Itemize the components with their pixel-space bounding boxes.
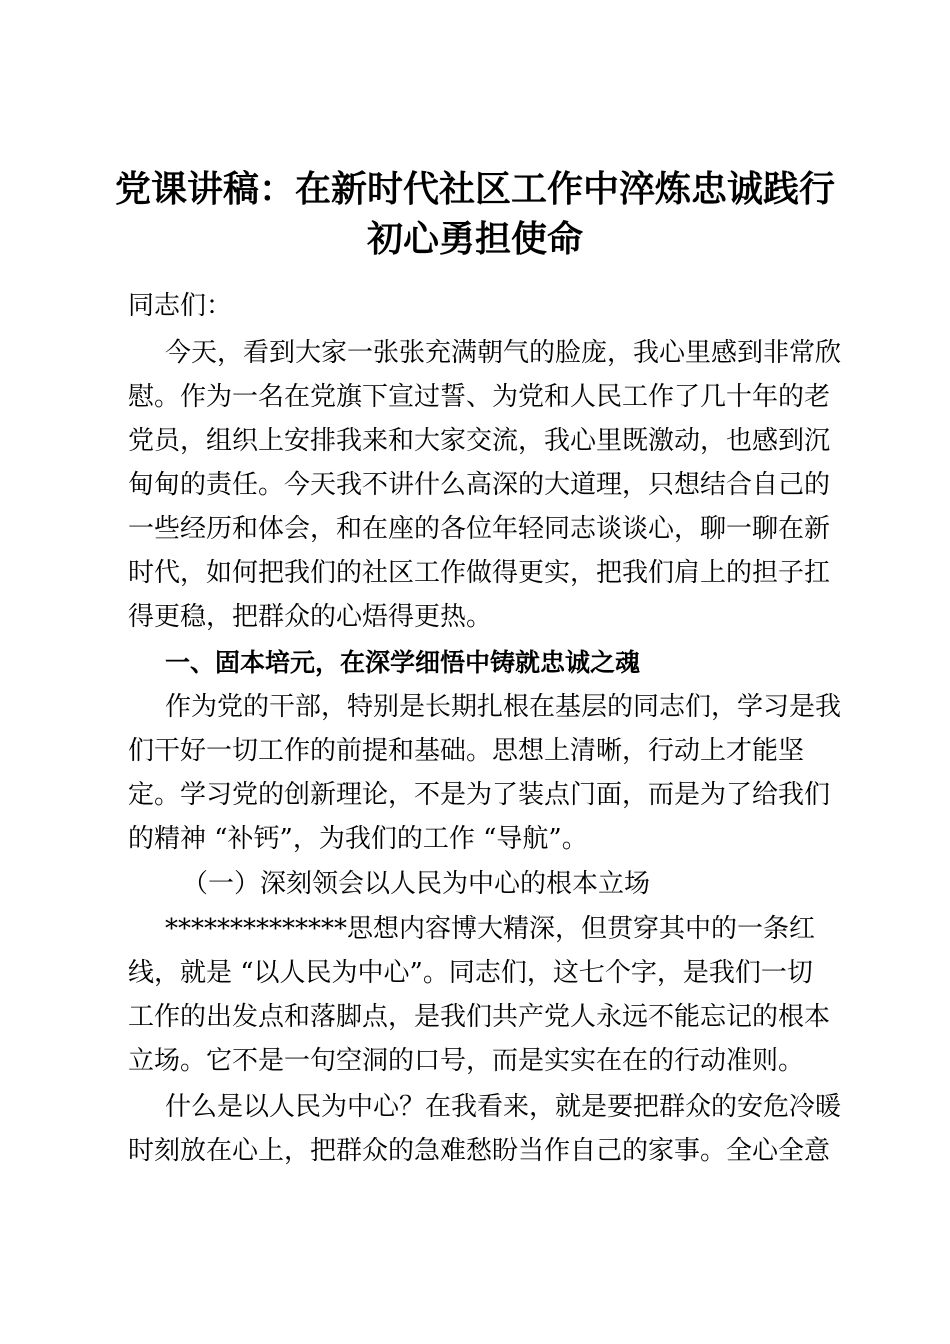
paragraph-line: 今天，看到大家一张张充满朝气的脸庞，我心里感到非常欣 [165, 338, 842, 368]
paragraph-line: 甸甸的责任。今天我不讲什么高深的大道理，只想结合自己的 [128, 470, 831, 500]
paragraph-line: 立场。它不是一句空洞的口号，而是实实在在的行动准则。 [128, 1046, 805, 1076]
paragraph-line: 党员，组织上安排我来和大家交流，我心里既激动，也感到沉 [128, 426, 831, 456]
paragraph-line: 时刻放在心上，把群众的急难愁盼当作自己的家事。全心全意 [128, 1136, 831, 1166]
section-heading-1: 一、固本培元，在深学细悟中铸就忠诚之魂 [165, 648, 641, 677]
paragraph-line: 线，就是 “以人民为中心”。同志们，这七个字，是我们一切 [128, 958, 813, 988]
paragraph-line: 定。学习党的创新理论，不是为了装点门面，而是为了给我们 [128, 780, 831, 810]
paragraph-line: 慰。作为一名在党旗下宣过誓、为党和人民工作了几十年的老 [128, 382, 831, 412]
paragraph-line: 什么是以人民为中心？在我看来，就是要把群众的安危冷暖 [165, 1092, 842, 1122]
paragraph-line: 工作的出发点和落脚点，是我们共产党人永远不能忘记的根本 [128, 1002, 831, 1032]
paragraph-line: 的精神 “补钙”，为我们的工作 “导航”。 [128, 824, 588, 854]
subsection-heading-1: （一）深刻领会以人民为中心的根本立场 [182, 869, 651, 899]
paragraph-line: 一些经历和体会，和在座的各位年轻同志谈谈心，聊一聊在新 [128, 514, 831, 544]
paragraph-line: **************思想内容博大精深，但贯穿其中的一条红 [165, 914, 816, 944]
paragraph-line: 得更稳，把群众的心焐得更热。 [128, 602, 493, 632]
paragraph-line: 作为党的干部，特别是长期扎根在基层的同志们，学习是我 [165, 692, 842, 722]
paragraph-line: 时代，如何把我们的社区工作做得更实，把我们肩上的担子扛 [128, 558, 831, 588]
document-title-line-2: 初心勇担使命 [366, 219, 583, 260]
salutation: 同志们： [128, 291, 233, 321]
document-title-line-1: 党课讲稿：在新时代社区工作中淬炼忠诚践行 [114, 169, 835, 210]
paragraph-line: 们干好一切工作的前提和基础。思想上清晰，行动上才能坚 [128, 736, 805, 766]
